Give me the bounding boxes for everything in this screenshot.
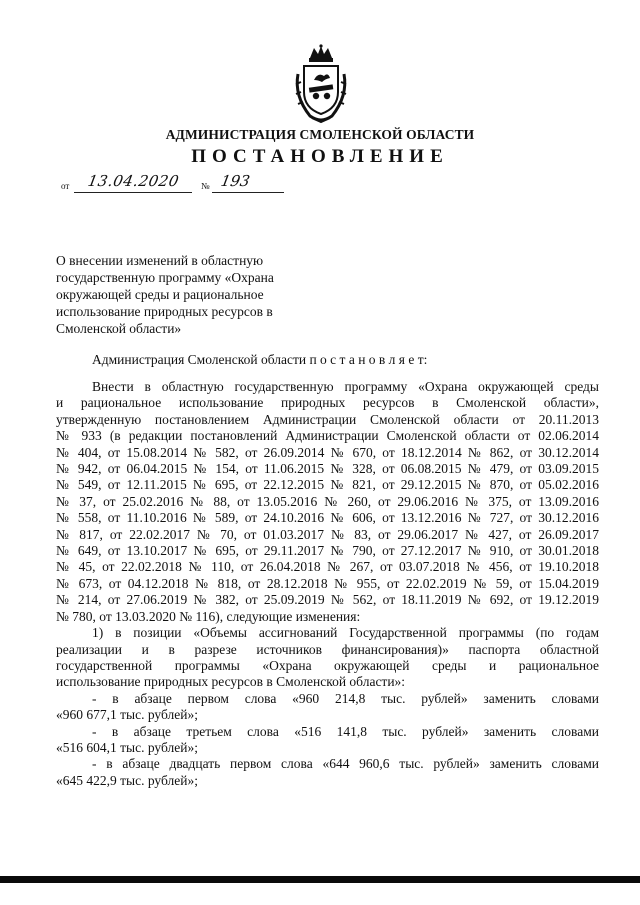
body-line: № 549, от 12.11.2015 № 695, от 22.12.2015 № 821, от 29.12.2015 № 870, от 05.02.2016 [56,477,599,493]
document-body [56,379,599,789]
body-line: и рациональное использование природных ресурсов в Смоленской области», [56,395,599,411]
handwritten-number: 193 [219,172,252,190]
body-line: № 649, от 13.10.2017 № 695, от 29.11.2017 № 790, от 27.12.2017 № 910, от 30.01.2018 [56,543,599,559]
subject-line: О внесении изменений в областную [56,253,264,268]
subject-line: окружающей среды и рациональное [56,287,264,302]
date-number-line [61,172,301,194]
handwritten-date: 13.04.2020 [86,172,181,190]
scan-edge-bar [0,876,640,883]
body-line: «645 422,9 тыс. рублей»; [56,772,198,788]
body-line: - в абзаце третьем слова «516 141,8 тыс. рублей» заменить словами [92,723,599,739]
body-line: реализации и в разрезе источников финансирования)» паспорта областной [56,641,599,657]
body-line: «960 677,1 тыс. рублей»; [56,707,198,723]
body-line: № 37, от 25.02.2016 № 88, от 13.05.2016 № 260, от 29.06.2016 № 375, от 13.09.2016 [56,493,599,509]
number-label: № [201,181,210,191]
body-line: № 404, от 15.08.2014 № 582, от 26.09.2014 № 670, от 18.12.2014 № 862, от 30.12.2014 [56,444,599,460]
document-type-title: ПОСТАНОВЛЕНИЕ [191,146,449,167]
body-line: Внести в областную государственную программу «Охрана окружающей среды [92,379,599,394]
body-line: № 780, от 13.03.2020 № 116), следующие изменения: [56,608,361,624]
body-line: № 933 (в редакции постановлений Администрации Смоленской области от 02.06.2014 [56,428,599,444]
organization-title: АДМИНИСТРАЦИЯ СМОЛЕНСКОЙ ОБЛАСТИ [165,127,475,142]
date-label: от [61,181,70,191]
body-line: утвержденную постановлением Администрации Смоленской области от 20.11.2013 [56,411,599,427]
body-line: - в абзаце двадцать первом слова «644 960,6 тыс. рублей» заменить словами [92,756,599,772]
body-line: № 558, от 11.10.2016 № 589, от 24.10.2016 № 606, от 13.12.2016 № 727, от 30.12.2016 [56,510,599,526]
date-underline [74,192,192,193]
document-subject [56,252,300,337]
coat-of-arms-emblem [292,44,350,124]
body-line: использование природных ресурсов в Смоленской области»: [56,674,406,690]
subject-line: использование природных ресурсов в [56,304,273,319]
body-line: № 214, от 27.06.2019 № 382, от 25.09.2019 № 562, от 18.11.2019 № 692, от 19.12.2019 [56,592,599,608]
body-line: № 673, от 04.12.2018 № 818, от 28.12.2018 № 955, от 22.02.2019 № 59, от 15.04.2019 [56,575,599,591]
preamble: Администрация Смоленской области п о с т а н о в л я е т: [92,352,428,367]
body-line: № 45, от 22.02.2018 № 110, от 26.04.2018 № 267, от 03.07.2018 № 456, от 19.10.2018 [56,559,599,575]
body-line: 1) в позиции «Объемы ассигнований Государственной программы (по годам [92,625,599,641]
body-line: - в абзаце первом слова «960 214,8 тыс. рублей» заменить словами [92,690,599,706]
body-line: «516 604,1 тыс. рублей»; [56,739,198,755]
body-line: государственной программы «Охрана окружающей среды и рациональное [56,657,599,673]
subject-line: Смоленской области» [56,321,182,336]
body-line: № 942, от 06.04.2015 № 154, от 11.06.2015 № 328, от 06.08.2015 № 479, от 03.09.2015 [56,461,599,477]
body-line: № 817, от 22.02.2017 № 70, от 01.03.2017 № 83, от 29.06.2017 № 427, от 26.09.2017 [56,526,599,542]
number-underline [212,192,284,193]
subject-line: государственную программу «Охрана [56,270,274,285]
